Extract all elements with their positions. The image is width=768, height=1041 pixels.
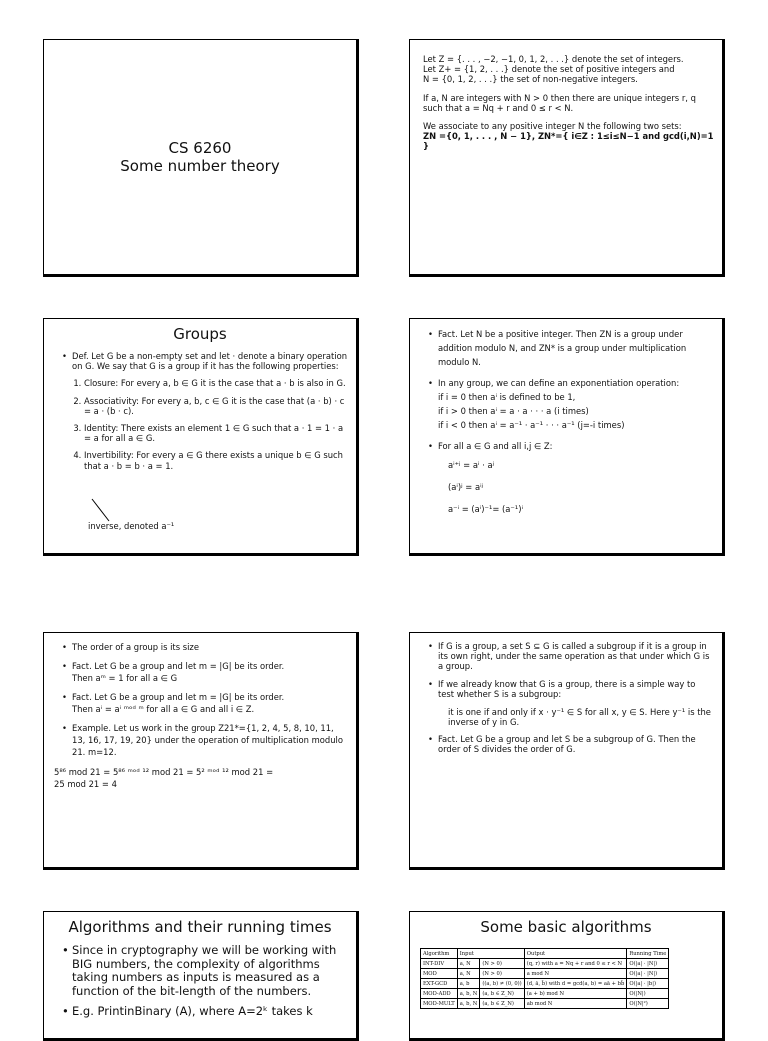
table-cell: MOD	[421, 969, 458, 979]
slide-group-order	[43, 632, 359, 870]
exponentiation-intro: • In any group, we can define an exponentiation operation: if i = 0 then aⁱ is defined to be 1, if i > 0 then aⁱ = a · a · · · a (i times) if i < 0 then aⁱ = a⁻¹ · a⁻¹ · · · a⁻¹ (j=-i times)	[428, 376, 714, 432]
algorithms-table	[420, 948, 669, 1009]
division-line-2: such that a = Nq + r and 0 ≤ r < N.	[423, 102, 574, 113]
subgroup-definition: • If G is a group, a set S ⊆ G is called a subgroup if it is a group in its own right, under the same operation as that under which G is a group.	[428, 641, 714, 672]
exponent-laws: • For all a ∈ G and all i,j ∈ Z: aⁱ⁺ʲ = aⁱ · aʲ (aⁱ)ʲ = aⁱʲ a⁻ⁱ = (aⁱ)⁻¹= (a⁻¹)ⁱ	[428, 439, 714, 515]
exp-case-zero: if i = 0 then aⁱ is defined to be 1,	[438, 392, 576, 402]
zn-group-fact: • Fact. Let N be a positive integer. Then ZN is a group under addition modulo N, and ZN* is a group under multiplication modulo N.	[428, 327, 714, 369]
table-cell: (a, b ∈ Z_N)	[480, 999, 524, 1009]
nonnegative-line: N = {0, 1, 2, . . .} the set of non-negative integers.	[423, 74, 638, 85]
sets-intro: We associate to any positive integer N the following two sets:	[423, 121, 682, 132]
order-example: • Example. Let us work in the group Z21*={1, 2, 4, 5, 8, 10, 11, 13, 16, 17, 19, 20} under the operation of multiplication modulo 21. m=12.	[62, 722, 348, 758]
complexity-bullet: • Since in cryptography we will be working with BIG numbers, the complexity of algorithms taking numbers as inputs is measured as a function of the bit-length of the numbers.	[62, 944, 348, 998]
order-fact-2: • Fact. Let G be a group and let m = |G| be its order. Then aⁱ = aⁱ ᵐᵒᵈ ᵐ for all a ∈ G and all i ∈ Z.	[62, 691, 348, 715]
table-cell: ((a, b) ≠ (0, 0))	[480, 979, 524, 989]
table-cell: O(|N|²)	[627, 999, 669, 1009]
group-properties	[62, 378, 348, 470]
table-row	[421, 969, 669, 979]
column-header: Output	[524, 949, 627, 959]
division-line-1: If a, N are integers with N > 0 then there are unique integers r, q	[423, 92, 696, 103]
slide-basic-algorithms	[409, 911, 725, 1041]
table-cell: MOD-MULT	[421, 999, 458, 1009]
table-row	[421, 979, 669, 989]
positive-integers-line: Let Z+ = {1, 2, . . .} denote the set of positive integers and	[423, 64, 675, 75]
slide-group-facts	[409, 318, 725, 556]
table-row	[421, 989, 669, 999]
column-header: Algorithm	[421, 949, 458, 959]
table-cell: EXT-GCD	[421, 979, 458, 989]
example-calculation: 5⁸⁶ mod 21 = 5⁸⁶ ᵐᵒᵈ ¹² mod 21 = 5² ᵐᵒᵈ ¹² mod 21 =	[54, 767, 274, 777]
exp-case-negative: if i < 0 then aⁱ = a⁻¹ · a⁻¹ · · · a⁻¹ (j=-i times)	[438, 420, 625, 430]
table-cell: O(|a| · |N|)	[627, 959, 669, 969]
associativity-property: 2. Associativity: For every a, b, c ∈ G it is the case that (a · b) · c = a · (b · c).	[84, 396, 348, 416]
table-row	[421, 999, 669, 1009]
table-cell: O(|a| · |b|)	[627, 979, 669, 989]
table-cell: ab mod N	[524, 999, 627, 1009]
table-header-row	[421, 949, 669, 959]
slide-groups	[43, 318, 359, 556]
slide-subgroups	[409, 632, 725, 870]
table-cell: MOD-ADD	[421, 989, 458, 999]
example-result: 25 mod 21 = 4	[54, 779, 117, 789]
table-cell: a, N	[457, 969, 480, 979]
slide-heading: Algorithms and their running times	[68, 918, 332, 936]
law-power: (aⁱ)ʲ = aⁱʲ	[448, 482, 484, 492]
slide-title	[43, 39, 359, 277]
slide-heading: Groups	[173, 325, 227, 343]
table-cell: INT-DIV	[421, 959, 458, 969]
course-code: CS 6260	[168, 139, 232, 157]
order-definition: • The order of a group is its size	[62, 641, 348, 653]
table-cell: (a, b ∈ Z_N)	[480, 989, 524, 999]
table-cell: a, b, N	[457, 989, 480, 999]
table-cell: a mod N	[524, 969, 627, 979]
table-cell: (a + b) mod N	[524, 989, 627, 999]
lecture-title: Some number theory	[120, 157, 280, 175]
slide-heading: Some basic algorithms	[480, 918, 652, 936]
exp-case-positive: if i > 0 then aⁱ = a · a · · · a (i times)	[438, 406, 589, 416]
table-cell: (N > 0)	[480, 959, 524, 969]
table-cell: a, b	[457, 979, 480, 989]
lagrange-fact: • Fact. Let G be a group and let S be a subgroup of G. Then the order of S divides the order of G.	[428, 734, 714, 754]
table-cell: O(|a| · |N|)	[627, 969, 669, 979]
subgroup-criterion: it is one if and only if x · y⁻¹ ∈ S for all x, y ∈ S. Here y⁻¹ is the inverse of y in G.	[448, 707, 711, 728]
table-cell: (d, ā, b̄) with d = gcd(a, b) = aā + bb̄	[524, 979, 627, 989]
table-cell: a, b, N	[457, 999, 480, 1009]
subgroup-test: • If we already know that G is a group, there is a simple way to test whether S is a subgroup: it is one if and only if x · y⁻¹ ∈ S for all x, y ∈ S. Here y⁻¹ is the inverse of y in G.	[428, 679, 714, 727]
table-cell: O(|N|)	[627, 989, 669, 999]
order-fact-1: • Fact. Let G be a group and let m = |G| be its order. Then aᵐ = 1 for all a ∈ G	[62, 660, 348, 684]
group-definition: • Def. Let G be a non-empty set and let · denote a binary operation on G. We say that G is a group if it has the following properties:	[62, 351, 348, 371]
law-product: aⁱ⁺ʲ = aⁱ · aʲ	[448, 460, 495, 470]
slide-running-times	[43, 911, 359, 1041]
column-header: Running Time	[627, 949, 669, 959]
inverse-note: inverse, denoted a⁻¹	[88, 521, 175, 531]
invertibility-property: 4. Invertibility: For every a ∈ G there exists a unique b ∈ G such that a · b = b · a = 1.	[84, 450, 348, 470]
table-cell: (N > 0)	[480, 969, 524, 979]
pointer-line-icon	[89, 497, 119, 523]
table-row	[421, 959, 669, 969]
identity-property: 3. Identity: There exists an element 1 ∈ G such that a · 1 = 1 · a = a for all a ∈ G.	[84, 423, 348, 443]
column-header: Input	[457, 949, 524, 959]
closure-property: 1. Closure: For every a, b ∈ G it is the case that a · b is also in G.	[84, 378, 348, 388]
law-inverse: a⁻ⁱ = (aⁱ)⁻¹= (a⁻¹)ⁱ	[448, 504, 523, 514]
table-cell: a, N	[457, 959, 480, 969]
slide-integers	[409, 39, 725, 277]
sets-definition: ZN ={0, 1, . . . , N − 1}, ZN*={ i∈Z : 1≤i≤N−1 and gcd(i,N)=1 }	[423, 131, 714, 152]
integers-line: Let Z = {. . . , −2, −1, 0, 1, 2, . . .} denote the set of integers.	[423, 54, 684, 64]
example-bullet: • E.g. PrintinBinary (A), where A=2ᵏ takes k	[62, 1005, 348, 1019]
table-cell: (q, r) with a = Nq + r and 0 ≤ r < N	[524, 959, 627, 969]
